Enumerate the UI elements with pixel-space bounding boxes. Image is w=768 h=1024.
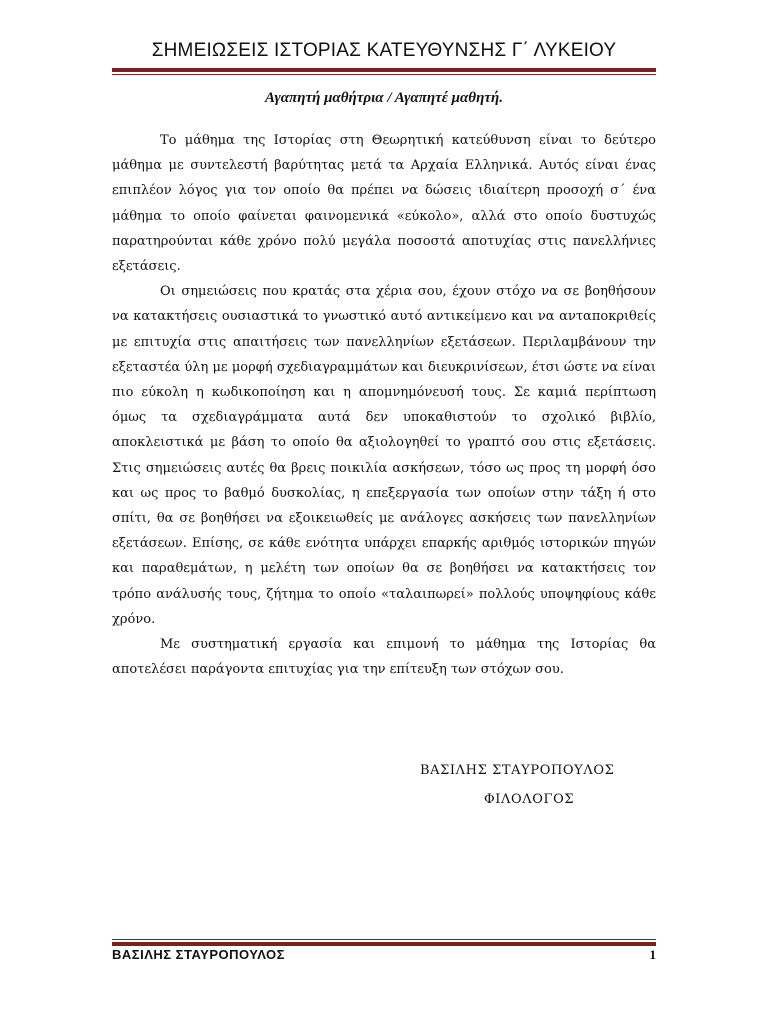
footer-author: ΒΑΣΙΛΗΣ ΣΤΑΥΡΟΠΟΥΛΟΣ [112, 947, 285, 962]
document-header-title: ΣΗΜΕΙΩΣΕΙΣ ΙΣΤΟΡΙΑΣ ΚΑΤΕΥΘΥΝΣΗΣ Γ΄ ΛΥΚΕΙΟΥ [151, 40, 617, 61]
paragraph: Με συστηματική εργασία και επιμονή το μάθημα της Ιστορίας θα αποτελέσει παράγοντα επιτυχίας για την επίτευξη των στόχων σου. [112, 637, 656, 678]
footer-rule-thick [112, 942, 656, 946]
footer-rule-thin [112, 939, 656, 940]
letter-greeting: Αγαπητή μαθήτρια / Αγαπητέ μαθητή. [265, 90, 503, 106]
header-rule-thick [112, 68, 656, 72]
letter-body [112, 128, 656, 682]
paragraph: Οι σημειώσεις που κρατάς στα χέρια σου, έχουν στόχο να σε βοηθήσουν να κατακτήσεις ουσιαστικά το γνωστικό αυτό αντικείμενο και να ανταποκριθείς με επιτυχία στις απαιτήσεις των πανελληνίων εξετάσεων. Περιλαμβάνουν την εξεταστέα ύλη με μορφή σχεδιαγραμμάτων και διευκρινίσεων, έτσι ώστε να είναι πιο εύκολη η κωδικοποίηση και η απομνημόνευσή τους. Σε καμιά περίπτωση όμως τα σχεδιαγράμματα αυτά δεν υποκαθιστούν το σχολικό βιβλίο, αποκλειστικά με βάση το οποίο θα αξιολογηθεί το γραπτό σου στις εξετάσεις. Στις σημειώσεις αυτές θα βρεις ποικιλία ασκήσεων, τόσο ως προς τη μορφή όσο και ως προς το βαθμό δυσκολίας, η επεξεργασία των οποίων στην τάξη ή στο σπίτι, θα σε βοηθήσει να εξοικειωθείς με ανάλογες ασκήσεις των πανελληνίων εξετάσεων. Επίσης, σε κάθε ενότητα υπάρχει επαρκής αριθμός ιστορικών πηγών και παραθεμάτων, η μελέτη των οποίων θα σε βοηθήσει να κατακτήσεις τον τρόπο ανάλυσής τους, ζήτημα το οποίο «ταλαιπωρεί» πολλούς υποψηφίους κάθε χρόνο. [112, 284, 656, 627]
signature-name: ΒΑΣΙΛΗΣ ΣΤΑΥΡΟΠΟΥΛΟΣ [420, 763, 615, 778]
signature-role: ΦΙΛΟΛΟΓΟΣ [484, 792, 575, 807]
paragraph: Το μάθημα της Ιστορίας στη Θεωρητική κατεύθυνση είναι το δεύτερο μάθημα με συντελεστή βαρύτητας μετά τα Αρχαία Ελληνικά. Αυτός είναι ένας επιπλέον λόγος για τον οποίο θα πρέπει να δώσεις ιδιαίτερη προσοχή σ΄ ένα μάθημα το οποίο φαίνεται φαινομενικά «εύκολο», αλλά στο οποίο δυστυχώς παρατηρούνται κάθε χρόνο πολύ μεγάλα ποσοστά αποτυχίας στις πανελλήνιες εξετάσεις. [112, 133, 656, 275]
page-number: 1 [649, 947, 656, 962]
header-rule-thin [112, 74, 656, 75]
